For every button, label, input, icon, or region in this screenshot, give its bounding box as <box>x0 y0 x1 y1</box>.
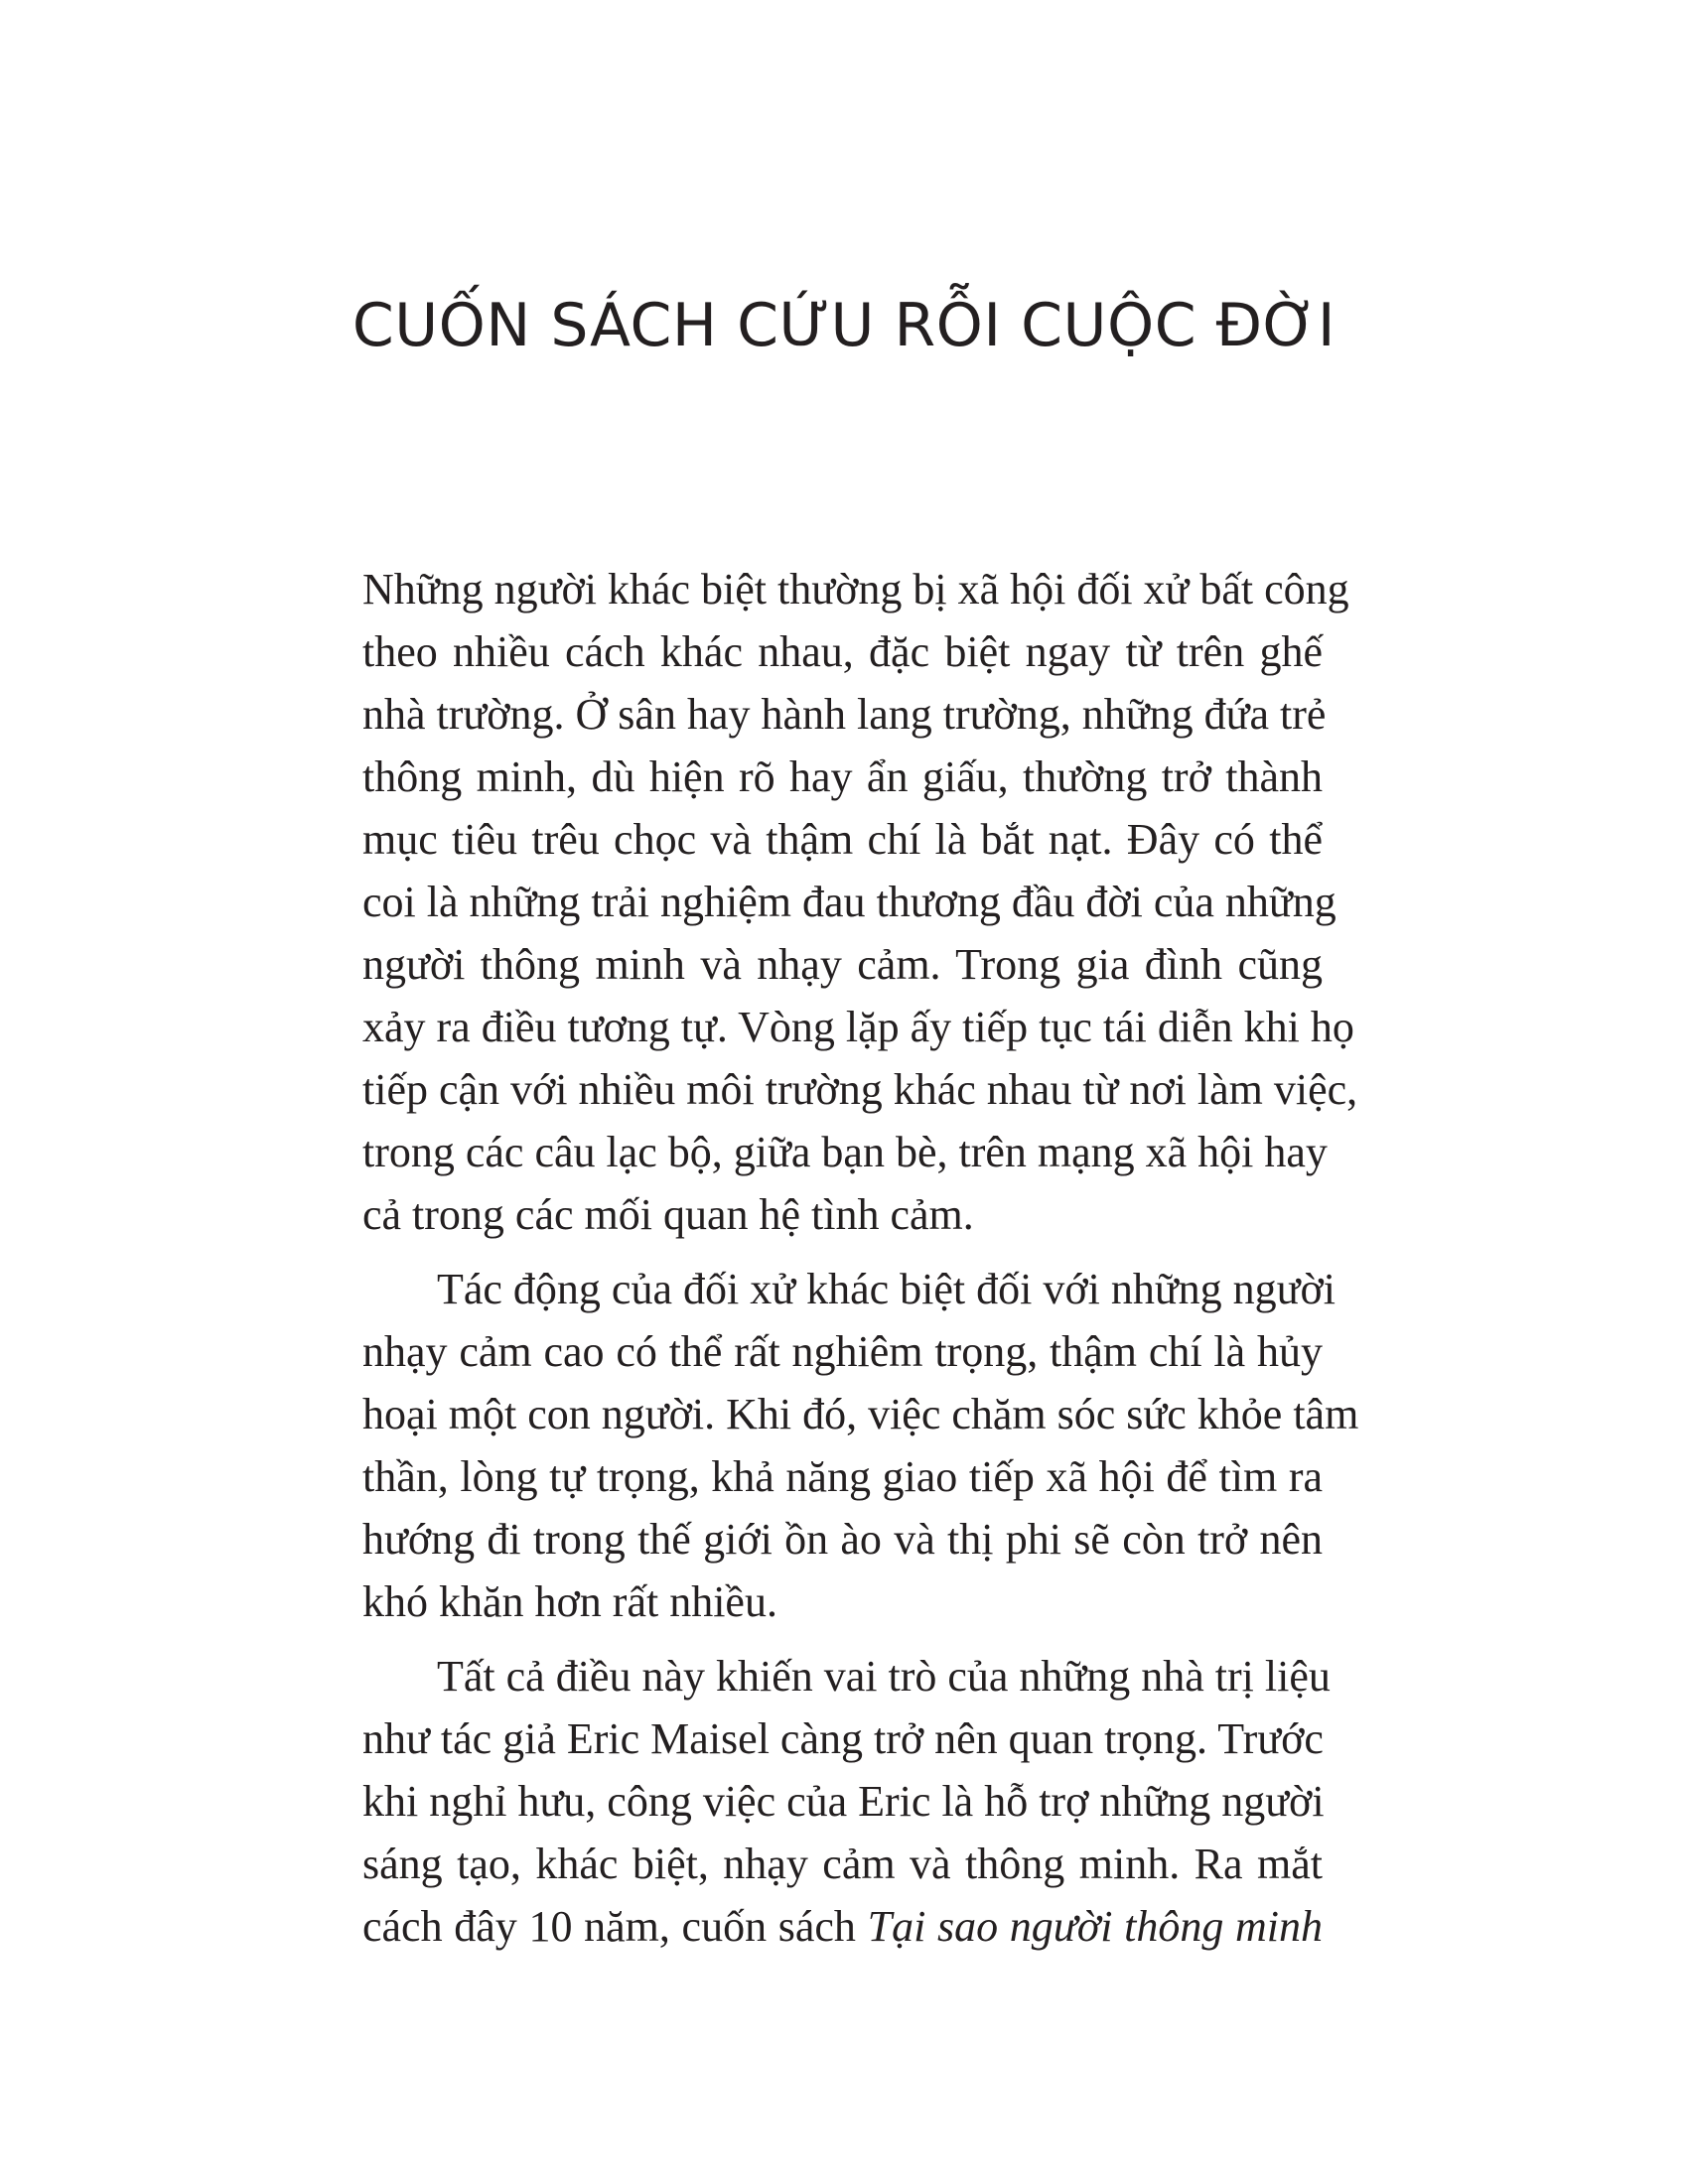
text-line: theo nhiều cách khác nhau, đặc biệt ngay từ trên ghế <box>362 627 1323 676</box>
text-line: hướng đi trong thế giới ồn ào và thị phi sẽ còn trở nên <box>362 1515 1323 1564</box>
paragraph-2 <box>362 1258 1359 1633</box>
text-line: Tất cả điều này khiến vai trò của những nhà trị liệu <box>437 1652 1331 1701</box>
text-line-roman: cách đây 10 năm, cuốn sách <box>362 1902 856 1951</box>
text-line: xảy ra điều tương tự. Vòng lặp ấy tiếp tục tái diễn khi họ <box>362 1003 1354 1051</box>
text-line: Những người khác biệt thường bị xã hội đối xử bất công <box>362 565 1349 614</box>
text-line: thần, lòng tự trọng, khả năng giao tiếp xã hội để tìm ra <box>362 1452 1323 1501</box>
text-line: mục tiêu trêu chọc và thậm chí là bắt nạt. Đây có thể <box>362 815 1323 864</box>
text-line: nhà trường. Ở sân hay hành lang trường, những đứa trẻ <box>362 690 1327 739</box>
text-line: cả trong các mối quan hệ tình cảm. <box>362 1190 974 1239</box>
text-line: sáng tạo, khác biệt, nhạy cảm và thông minh. Ra mắt <box>362 1840 1323 1888</box>
text-line: coi là những trải nghiệm đau thương đầu đời của những <box>362 878 1336 926</box>
text-line: như tác giả Eric Maisel càng trở nên quan trọng. Trước <box>362 1714 1324 1763</box>
book-title-italic: Tại sao người thông minh <box>867 1902 1324 1951</box>
text-line: khi nghỉ hưu, công việc của Eric là hỗ trợ những người <box>362 1777 1325 1826</box>
paragraph-1 <box>362 558 1358 1246</box>
text-line: Tác động của đối xử khác biệt đối với những người <box>437 1265 1336 1313</box>
body-text <box>362 558 1359 1958</box>
text-line: người thông minh và nhạy cảm. Trong gia đình cũng <box>362 940 1323 989</box>
text-line: tiếp cận với nhiều môi trường khác nhau từ nơi làm việc, <box>362 1065 1358 1114</box>
paragraph-3 <box>362 1645 1331 1958</box>
text-line: hoại một con người. Khi đó, việc chăm sóc sức khỏe tâm <box>362 1390 1359 1438</box>
text-line: nhạy cảm cao có thể rất nghiêm trọng, thậm chí là hủy <box>362 1327 1323 1376</box>
text-line <box>362 1895 1323 1958</box>
page-title: CUỐN SÁCH CỨU RỖI CUỘC ĐỜI <box>352 291 1336 360</box>
text-line: thông minh, dù hiện rõ hay ẩn giấu, thường trở thành <box>362 752 1323 801</box>
text-line: trong các câu lạc bộ, giữa bạn bè, trên mạng xã hội hay <box>362 1128 1328 1176</box>
text-line: khó khăn hơn rất nhiều. <box>362 1577 777 1626</box>
